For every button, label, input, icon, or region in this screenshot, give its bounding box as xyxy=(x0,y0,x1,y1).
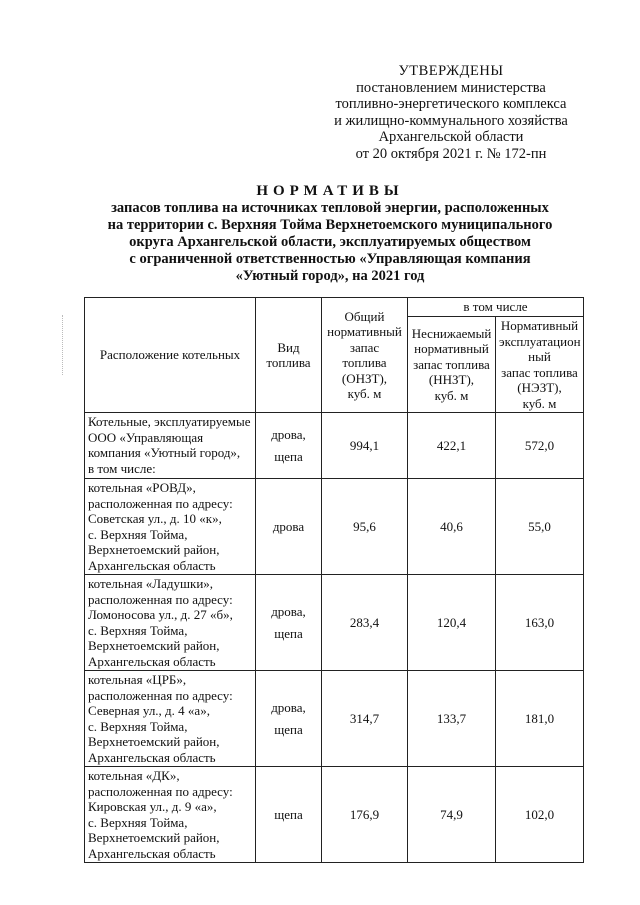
approval-date-line: от 20 октября 2021 г. № 172-пн xyxy=(355,145,547,162)
cell-total: 283,4 xyxy=(322,575,408,671)
location-text xyxy=(88,480,252,573)
text-line: запас xyxy=(349,339,380,355)
cell-location xyxy=(85,413,256,479)
text-line: Верхнетоемский район, xyxy=(88,830,220,845)
location-text xyxy=(88,768,252,861)
document-subtitle xyxy=(90,200,570,285)
subtitle-line: запасов топлива на источниках тепловой энергии, расположенных xyxy=(111,200,549,216)
header-total-onzt-text xyxy=(325,309,404,402)
text-line: запас топлива xyxy=(501,364,578,380)
text-line: щепа xyxy=(274,625,303,641)
cell-total: 176,9 xyxy=(322,767,408,863)
fuel-text xyxy=(259,804,318,826)
approval-line: и жилищно-коммунального хозяйства xyxy=(334,112,568,129)
approval-line: топливно-энергетического комплекса xyxy=(335,96,567,112)
text-line: Архангельская область xyxy=(88,653,216,669)
text-line: котельная «РОВД», xyxy=(88,480,196,495)
table-row xyxy=(85,479,584,575)
cell-total: 95,6 xyxy=(322,479,408,575)
cell-nezt: 181,0 xyxy=(496,671,584,767)
table-row xyxy=(85,413,584,479)
scan-edge-mark xyxy=(62,315,64,375)
text-line: в том числе: xyxy=(88,460,156,476)
cell-location xyxy=(85,767,256,863)
subtitle-line: «Уютный город», на 2021 год xyxy=(235,268,425,284)
text-line: щепа xyxy=(274,806,303,822)
text-line: расположенная по адресу: xyxy=(88,687,233,703)
fuel-text xyxy=(259,516,318,538)
header-location: Расположение котельных xyxy=(85,298,256,413)
cell-nezt: 572,0 xyxy=(496,413,584,479)
cell-location xyxy=(85,479,256,575)
text-line: Верхнетоемский район, xyxy=(88,542,220,557)
header-including: в том числе xyxy=(408,298,584,317)
fuel-text xyxy=(259,424,318,468)
text-line: котельная «ЦРБ», xyxy=(88,672,187,687)
text-line: Кировская ул., д. 9 «а», xyxy=(88,799,217,814)
text-line: (ННЗТ), xyxy=(428,372,475,388)
text-line: котельная «ДК», xyxy=(88,768,180,783)
text-line: дрова, xyxy=(271,603,306,619)
cell-fuel xyxy=(256,479,322,575)
text-line: щепа xyxy=(274,448,303,464)
text-line: щепа xyxy=(274,721,303,737)
subtitle-line: округа Архангельской области, эксплуатируемых обществом xyxy=(129,234,531,250)
text-line: Ломоносова ул., д. 27 «б», xyxy=(88,607,233,622)
text-line: Котельные, эксплуатируемые xyxy=(88,414,251,429)
cell-location xyxy=(85,671,256,767)
cell-fuel xyxy=(256,575,322,671)
header-nezt xyxy=(496,317,584,413)
text-line: запас топлива xyxy=(413,356,490,372)
text-line: куб. м xyxy=(347,386,382,401)
header-nnzt xyxy=(408,317,496,413)
text-line: Северная ул., д. 4 «а», xyxy=(88,703,210,718)
text-line: Нормативный xyxy=(500,318,579,333)
cell-nezt: 163,0 xyxy=(496,575,584,671)
cell-fuel xyxy=(256,671,322,767)
cell-total: 314,7 xyxy=(322,671,408,767)
text-line: с. Верхняя Тойма, xyxy=(88,622,188,638)
text-line: Верхнетоемский район, xyxy=(88,734,220,749)
text-line: Вид xyxy=(277,339,300,355)
approval-line: постановлением министерства xyxy=(356,79,546,96)
table-row xyxy=(85,767,584,863)
table-row xyxy=(85,575,584,671)
cell-fuel xyxy=(256,413,322,479)
approval-block xyxy=(318,63,584,162)
text-line: Общий xyxy=(344,308,385,324)
fuel-text xyxy=(259,697,318,741)
text-line: ООО «Управляющая xyxy=(88,429,204,445)
text-line: Неснижаемый xyxy=(411,325,492,341)
approval-heading: УТВЕРЖДЕНЫ xyxy=(398,63,504,79)
approval-line: Архангельской области xyxy=(378,129,524,145)
fuel-text xyxy=(259,601,318,645)
text-line: с. Верхняя Тойма, xyxy=(88,814,188,830)
text-line: Верхнетоемский район, xyxy=(88,638,220,653)
text-line: Архангельская область xyxy=(88,749,216,765)
text-line: котельная «Ладушки», xyxy=(88,576,214,591)
text-line: нормативный xyxy=(414,341,489,357)
text-line: (ОНЗТ), xyxy=(341,370,388,386)
cell-nezt: 55,0 xyxy=(496,479,584,575)
cell-nnzt: 40,6 xyxy=(408,479,496,575)
text-line: расположенная по адресу: xyxy=(88,591,233,607)
text-line: дрова xyxy=(272,518,305,534)
table-row xyxy=(85,671,584,767)
cell-nezt: 102,0 xyxy=(496,767,584,863)
cell-nnzt: 120,4 xyxy=(408,575,496,671)
text-line: с. Верхняя Тойма, xyxy=(88,718,188,734)
text-line: эксплуатацион xyxy=(499,333,581,349)
header-row xyxy=(85,298,584,317)
subtitle-line: с ограниченной ответственностью «Управляющая компания xyxy=(129,251,531,267)
text-line: Архангельская область xyxy=(88,845,216,861)
cell-fuel xyxy=(256,767,322,863)
text-line: (НЭЗТ), xyxy=(517,380,562,395)
header-fuel-type xyxy=(256,298,322,413)
cell-nnzt: 133,7 xyxy=(408,671,496,767)
header-fuel-type-text xyxy=(259,340,318,371)
subtitle-line: на территории с. Верхняя Тойма Верхнетоемского муниципального xyxy=(107,217,553,233)
text-line: куб. м xyxy=(522,395,557,411)
text-line: с. Верхняя Тойма, xyxy=(88,526,188,542)
location-text xyxy=(88,414,252,476)
document-title: НОРМАТИВЫ xyxy=(256,183,404,199)
text-line: ный xyxy=(528,349,551,364)
text-line: нормативный xyxy=(327,324,402,339)
header-total-onzt xyxy=(322,298,408,413)
location-text xyxy=(88,576,252,669)
text-line: компания «Уютный город», xyxy=(88,445,241,460)
cell-total: 994,1 xyxy=(322,413,408,479)
text-line: Советская ул., д. 10 «к», xyxy=(88,511,222,526)
text-line: куб. м xyxy=(434,387,469,403)
cell-nnzt: 74,9 xyxy=(408,767,496,863)
location-text xyxy=(88,672,252,765)
cell-nnzt: 422,1 xyxy=(408,413,496,479)
text-line: топлива xyxy=(266,355,311,370)
text-line: топлива xyxy=(342,355,387,370)
text-line: дрова, xyxy=(271,426,306,442)
text-line: расположенная по адресу: xyxy=(88,783,233,799)
header-nnzt-text xyxy=(411,326,492,404)
header-nezt-text xyxy=(499,318,580,411)
text-line: Архангельская область xyxy=(88,557,216,573)
text-line: расположенная по адресу: xyxy=(88,495,233,511)
text-line: дрова, xyxy=(271,699,306,715)
fuel-norms-table xyxy=(84,297,584,863)
cell-location xyxy=(85,575,256,671)
